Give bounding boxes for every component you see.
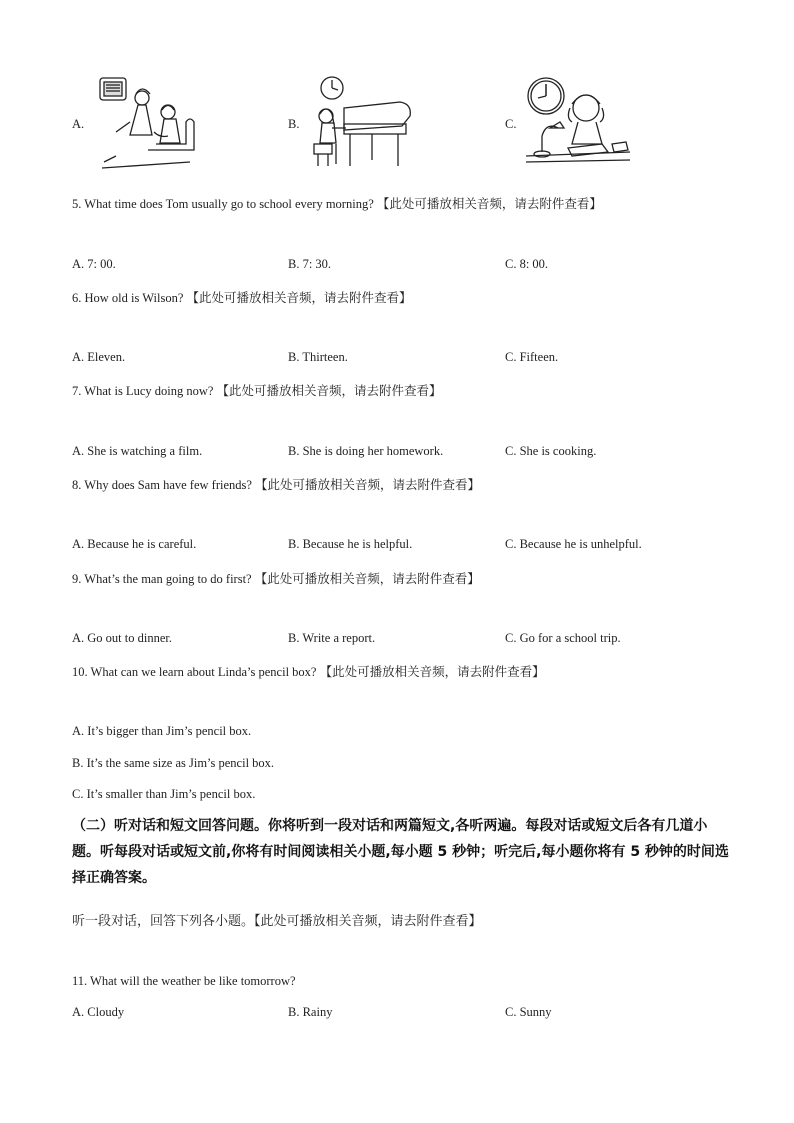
q9-option-c[interactable]: C. Go for a school trip. — [505, 631, 621, 645]
picture-a-image — [94, 74, 196, 172]
q9-option-a[interactable]: A. Go out to dinner. — [72, 631, 172, 645]
question-5: 5. What time does Tom usually go to school every morning? 【此处可播放相关音频，请去附件查看】 — [72, 197, 602, 211]
q6-option-a[interactable]: A. Eleven. — [72, 350, 126, 364]
q8-option-c[interactable]: C. Because he is unhelpful. — [505, 537, 642, 551]
q10-option-b[interactable]: B. It’s the same size as Jim’s pencil box. — [72, 756, 275, 770]
dialogue-intro: 听一段对话，回答下列各小题。【此处可播放相关音频，请去附件查看】 — [72, 914, 482, 929]
q11-option-a[interactable]: A. Cloudy — [72, 1005, 125, 1019]
q10-option-c[interactable]: C. It’s smaller than Jim’s pencil box. — [72, 787, 256, 801]
picture-b-label: B. — [288, 117, 300, 131]
q5-option-b[interactable]: B. 7: 30. — [288, 257, 332, 271]
question-6: 6. How old is Wilson? 【此处可播放相关音频，请去附件查看】 — [72, 291, 412, 305]
q5-option-a[interactable]: A. 7: 00. — [72, 257, 116, 271]
picture-c-image — [526, 74, 632, 172]
q11-option-c[interactable]: C. Sunny — [505, 1005, 552, 1019]
q7-option-c[interactable]: C. She is cooking. — [505, 444, 597, 458]
question-11: 11. What will the weather be like tomorrow? — [72, 974, 296, 988]
q5-option-c[interactable]: C. 8: 00. — [505, 257, 549, 271]
q11-option-b[interactable]: B. Rainy — [288, 1005, 333, 1019]
q8-option-a[interactable]: A. Because he is careful. — [72, 537, 197, 551]
q8-option-b[interactable]: B. Because he is helpful. — [288, 537, 413, 551]
question-9: 9. What’s the man going to do first? 【此处可播放相关音频，请去附件查看】 — [72, 572, 480, 586]
question-10: 10. What can we learn about Linda’s pencil box? 【此处可播放相关音频，请去附件查看】 — [72, 665, 545, 679]
q9-option-b[interactable]: B. Write a report. — [288, 631, 376, 645]
q7-option-b[interactable]: B. She is doing her homework. — [288, 444, 444, 458]
picture-a-label: A. — [72, 117, 85, 131]
question-7: 7. What is Lucy doing now? 【此处可播放相关音频，请去附件查看】 — [72, 384, 442, 398]
section-2-heading: （二）听对话和短文回答问题。你将听到一段对话和两篇短文,各听两遍。每段对话或短文后各有几道小题。听每段对话或短文前,你将有时间阅读相关小题,每小题 5 秒钟；听完后,每小题你将有 5 秒钟的时间选择正确答案。 — [72, 818, 729, 886]
q6-option-c[interactable]: C. Fifteen. — [505, 350, 559, 364]
q7-option-a[interactable]: A. She is watching a film. — [72, 444, 203, 458]
q10-option-a[interactable]: A. It’s bigger than Jim’s pencil box. — [72, 724, 252, 738]
question-8: 8. Why does Sam have few friends? 【此处可播放相关音频，请去附件查看】 — [72, 478, 481, 492]
picture-b-image — [310, 74, 414, 172]
picture-c-label: C. — [505, 117, 517, 131]
q6-option-b[interactable]: B. Thirteen. — [288, 350, 348, 364]
